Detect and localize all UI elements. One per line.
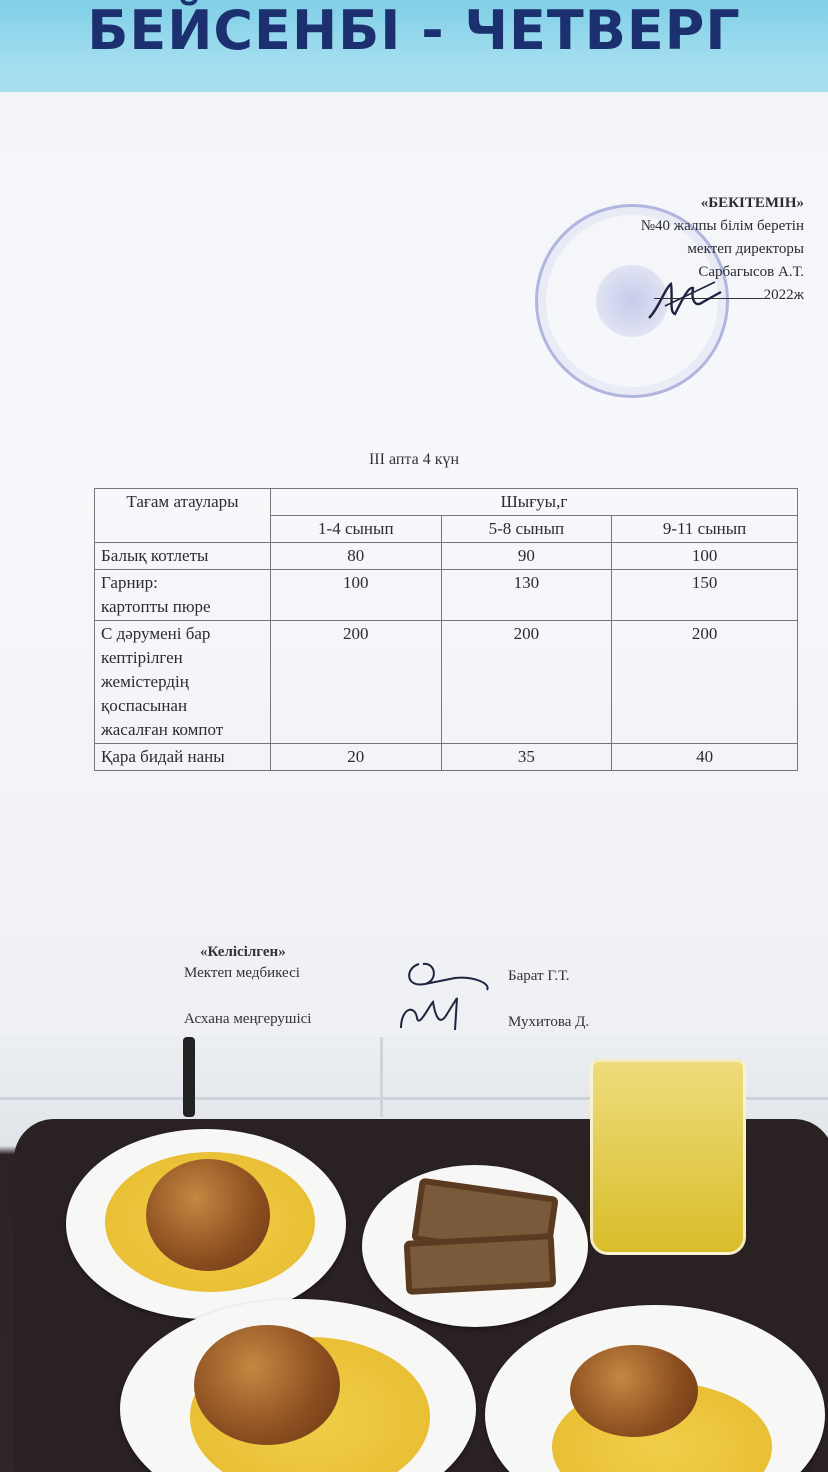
- meal-photo: [0, 1037, 828, 1472]
- approval-line: Сарбагысов А.Т.: [698, 264, 804, 280]
- nurse-signature: [395, 954, 495, 1034]
- approval-heading: «БЕКІТЕМІН»: [700, 195, 804, 211]
- approval-line: мектеп директоры: [687, 241, 804, 257]
- table-row: [95, 744, 798, 771]
- compote-glass: [590, 1059, 746, 1255]
- portion-value: 35: [441, 744, 612, 771]
- column-header-grade: 9-11 сынып: [612, 516, 798, 543]
- portion-value: 90: [441, 543, 612, 570]
- portion-value: 80: [271, 543, 442, 570]
- rye-bread-slice: [404, 1233, 557, 1295]
- column-header-dish: Тағам атаулары: [95, 489, 271, 543]
- portion-value: 100: [612, 543, 798, 570]
- table-header-row: [95, 489, 798, 516]
- dish-name: Балық котлеты: [95, 543, 271, 570]
- portion-value: 130: [441, 570, 612, 621]
- canteen-head-role: Асхана меңгерушісі: [184, 1011, 312, 1027]
- banner: [0, 0, 828, 92]
- power-cable: [183, 1037, 195, 1117]
- canteen-head-name: Мухитова Д.: [508, 1014, 590, 1030]
- menu-table: [94, 488, 798, 771]
- portion-value: 150: [612, 570, 798, 621]
- column-header-grade: 1-4 сынып: [271, 516, 442, 543]
- approval-year: 2022ж: [763, 287, 804, 303]
- fish-cutlet: [570, 1345, 698, 1437]
- table-row: [95, 543, 798, 570]
- dish-name: Гарнир: картопты пюре: [95, 570, 271, 621]
- nurse-role: Мектеп медбикесі: [184, 965, 300, 981]
- portion-value: 40: [612, 744, 798, 771]
- nurse-name: Барат Г.Т.: [508, 968, 570, 984]
- dish-name: Қара бидай наны: [95, 744, 271, 771]
- portion-value: 200: [612, 621, 798, 744]
- table-row: [95, 621, 798, 744]
- column-header-yield: Шығуы,г: [271, 489, 798, 516]
- director-signature: [645, 278, 725, 324]
- column-header-grade: 5-8 сынып: [441, 516, 612, 543]
- banner-title: БЕЙСЕНБІ - ЧЕТВЕРГ: [87, 0, 741, 62]
- approval-line: №40 жалпы білім беретін: [640, 218, 804, 234]
- portion-value: 200: [441, 621, 612, 744]
- table-row: [95, 570, 798, 621]
- week-label: ІІІ апта 4 күн: [368, 451, 460, 468]
- fish-cutlet: [194, 1325, 340, 1445]
- portion-value: 200: [271, 621, 442, 744]
- menu-document: [0, 92, 828, 1037]
- tile-grout: [380, 1037, 383, 1117]
- portion-value: 20: [271, 744, 442, 771]
- dish-name: С дәрумені бар кептірілген жемістердің қоспасынан жасалған компот: [95, 621, 271, 744]
- agreed-heading: «Келісілген»: [200, 944, 286, 960]
- portion-value: 100: [271, 570, 442, 621]
- fish-cutlet: [146, 1159, 270, 1271]
